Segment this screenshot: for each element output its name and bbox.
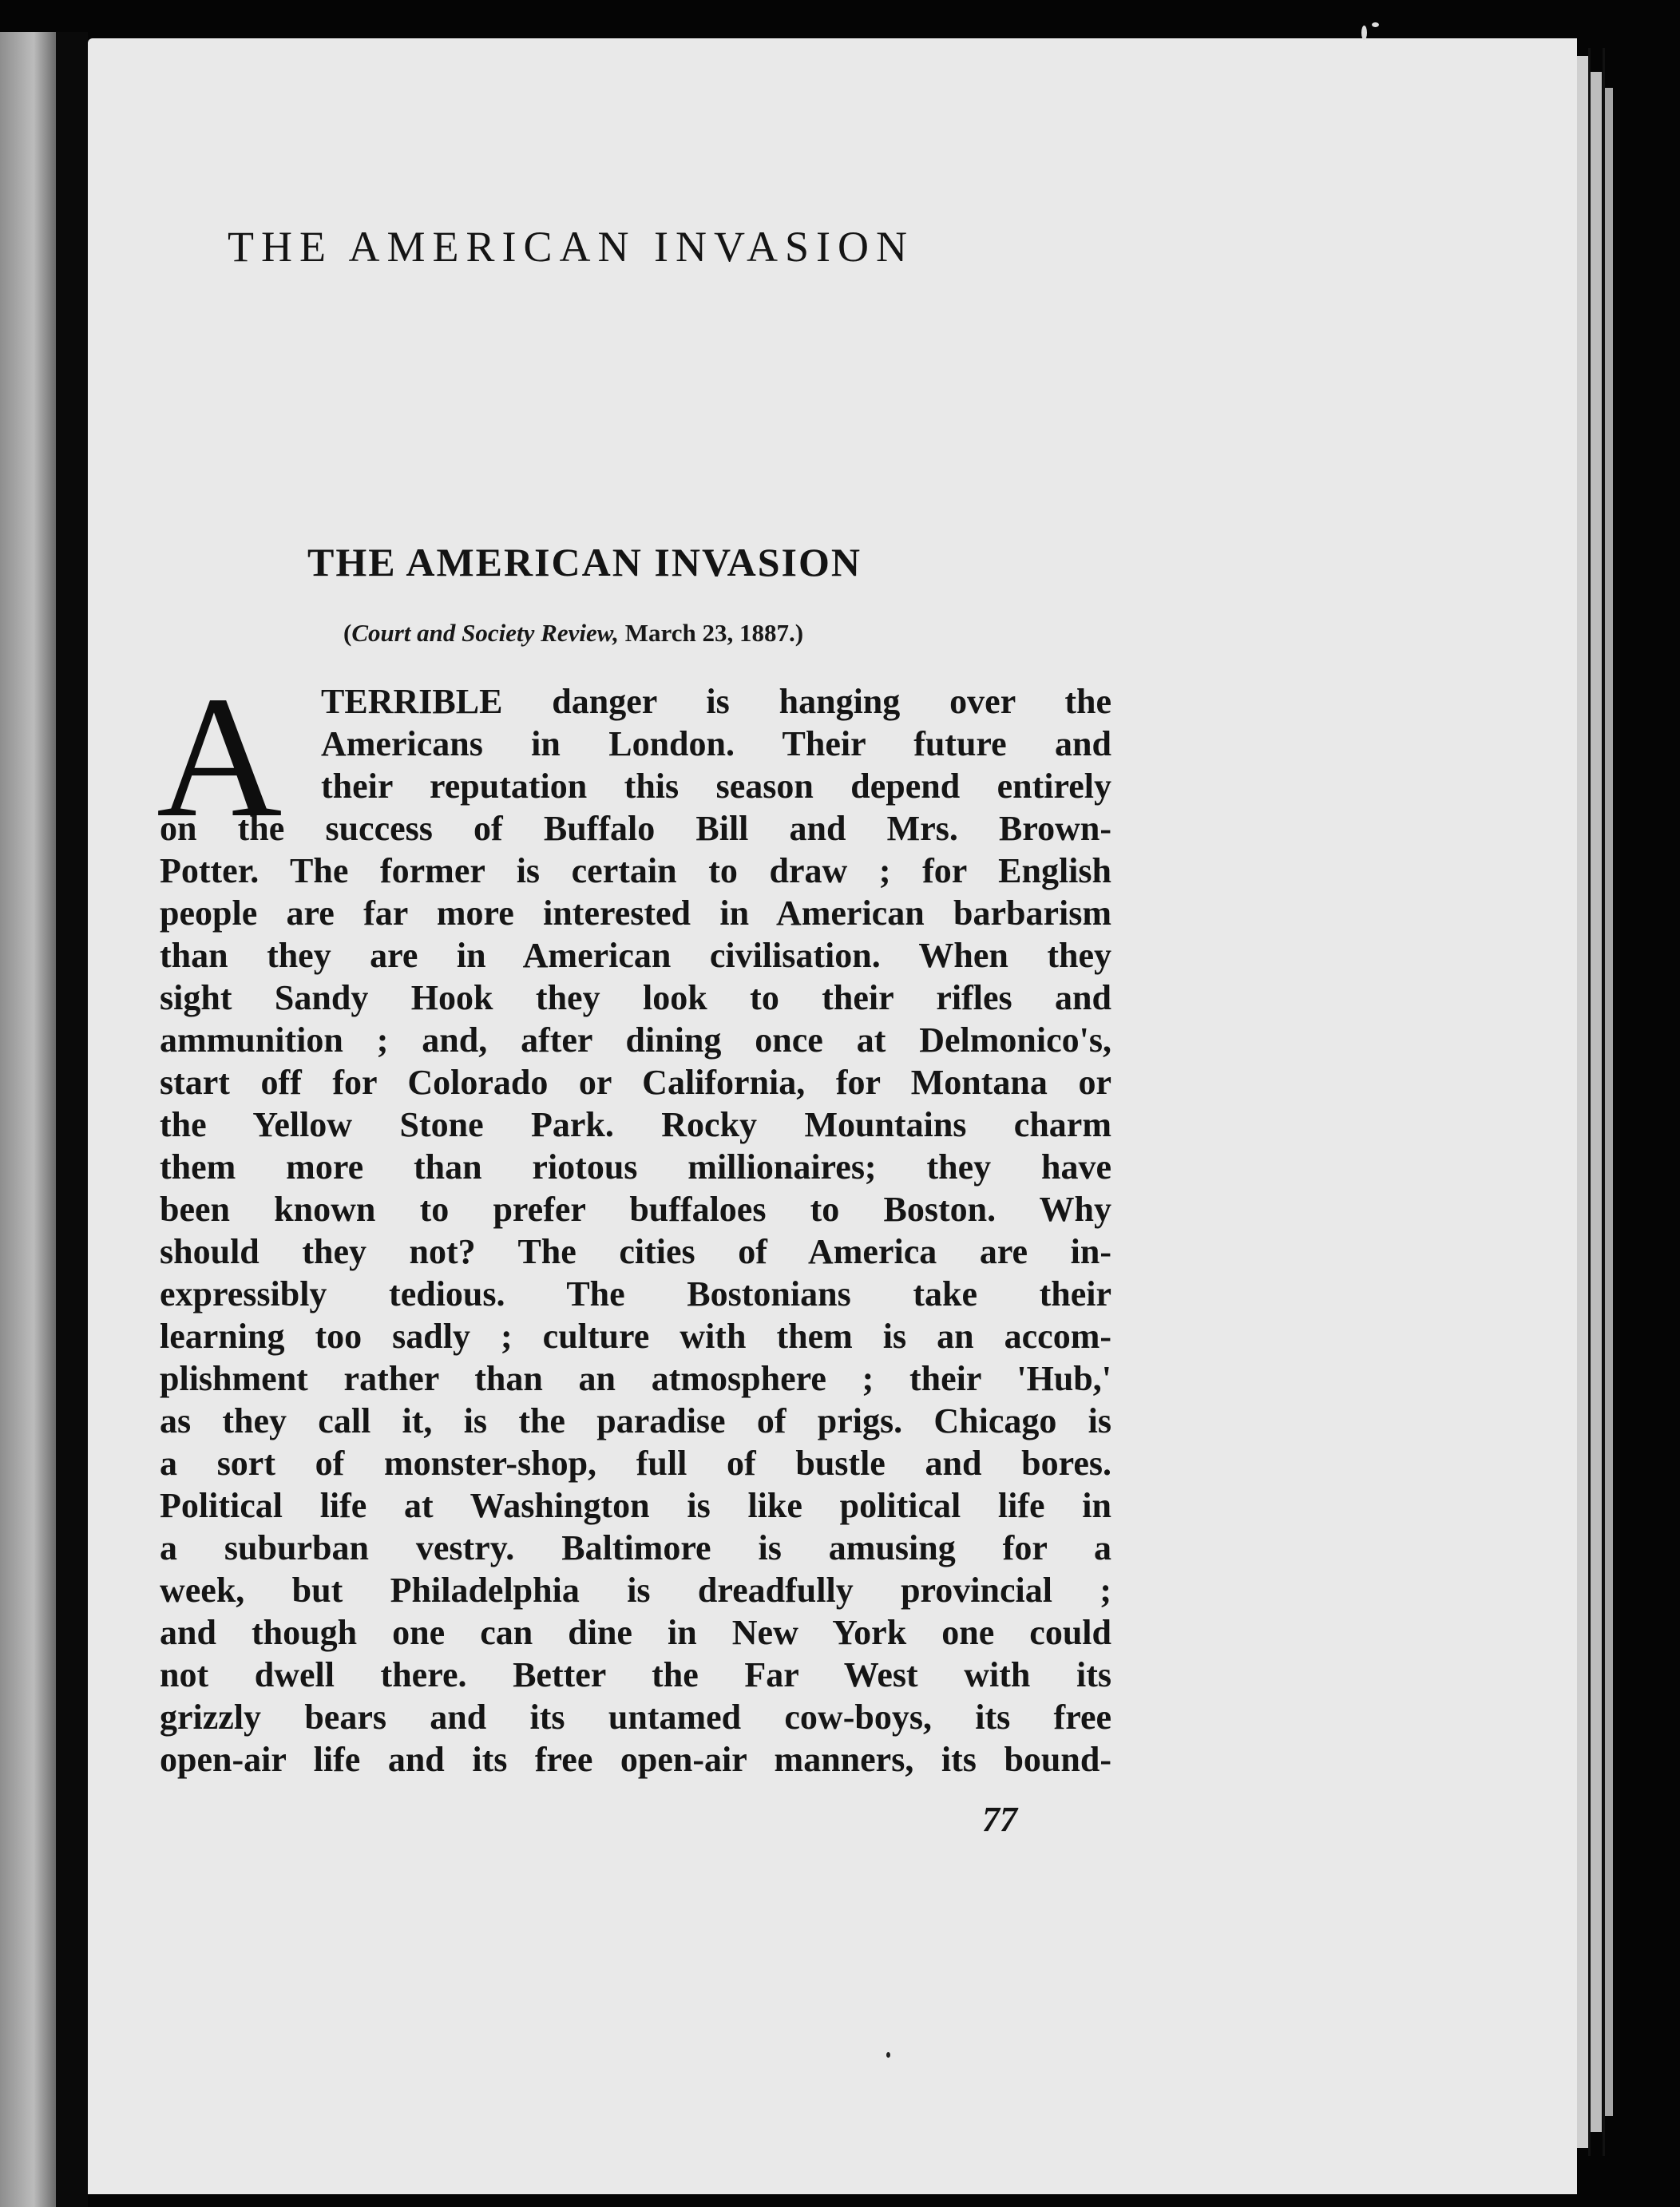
text-line: Potter. The former is certain to draw ; for English: [160, 851, 1111, 890]
text-line: been known to prefer buffaloes to Boston. Why: [160, 1190, 1111, 1229]
source-publication: Court and Society Review,: [351, 619, 620, 647]
text-line: expressibly tedious. The Bostonians take their: [160, 1274, 1111, 1314]
body-text: [160, 680, 1111, 1781]
text-line: their reputation this season depend entirely: [321, 767, 1111, 806]
text-line: not dwell there. Better the Far West with its: [160, 1655, 1111, 1694]
source-citation: [343, 619, 803, 648]
text-line: Americans in London. Their future and: [321, 724, 1111, 763]
text-line: TERRIBLE danger is hanging over the: [321, 682, 1111, 721]
facing-page-edge: [0, 32, 56, 2207]
scan-speck: [1372, 22, 1379, 27]
page-stack-edge: [1591, 72, 1602, 2132]
text-line: than they are in American civilisation. When they: [160, 936, 1111, 975]
text-line: as they call it, is the paradise of prigs. Chicago is: [160, 1401, 1111, 1440]
text-line: people are far more interested in American barbarism: [160, 893, 1111, 933]
scan-speck: [886, 2052, 890, 2058]
book-gutter: [56, 32, 88, 2207]
text-line: should they not? The cities of America are in-: [160, 1232, 1111, 1271]
text-line: learning too sadly ; culture with them is an accom-: [160, 1317, 1111, 1356]
text-line: Political life at Washington is like political life in: [160, 1486, 1111, 1525]
text-line: sight Sandy Hook they look to their rifles and: [160, 978, 1111, 1017]
text-line: a suburban vestry. Baltimore is amusing for a: [160, 1528, 1111, 1567]
text-line: ammunition ; and, after dining once at Delmonico's,: [160, 1020, 1111, 1060]
text-line: week, but Philadelphia is dreadfully provincial ;: [160, 1571, 1111, 1610]
source-open-paren: (: [343, 619, 352, 647]
text-line: a sort of monster-shop, full of bustle and bores.: [160, 1444, 1111, 1483]
page-number: 77: [982, 1800, 1017, 1839]
drop-cap: A: [157, 661, 283, 854]
chapter-title: THE AMERICAN INVASION: [307, 540, 862, 584]
text-line: on the success of Buffalo Bill and Mrs. Brown-: [160, 809, 1111, 848]
source-date: March 23, 1887.): [619, 619, 804, 647]
running-head: THE AMERICAN INVASION: [228, 223, 915, 271]
page-stack-edge: [1605, 88, 1613, 2116]
text-line: start off for Colorado or California, for Montana or: [160, 1063, 1111, 1102]
text-line: them more than riotous millionaires; they have: [160, 1147, 1111, 1187]
text-line: open-air life and its free open-air manners, its bound-: [160, 1740, 1111, 1779]
text-line: and though one can dine in New York one could: [160, 1613, 1111, 1652]
text-line: plishment rather than an atmosphere ; their 'Hub,': [160, 1359, 1111, 1398]
text-line: grizzly bears and its untamed cow-boys, its free: [160, 1698, 1111, 1737]
text-line: the Yellow Stone Park. Rocky Mountains charm: [160, 1105, 1111, 1144]
page-stack-edge: [1577, 56, 1588, 2148]
scan-speck: [1361, 26, 1367, 40]
